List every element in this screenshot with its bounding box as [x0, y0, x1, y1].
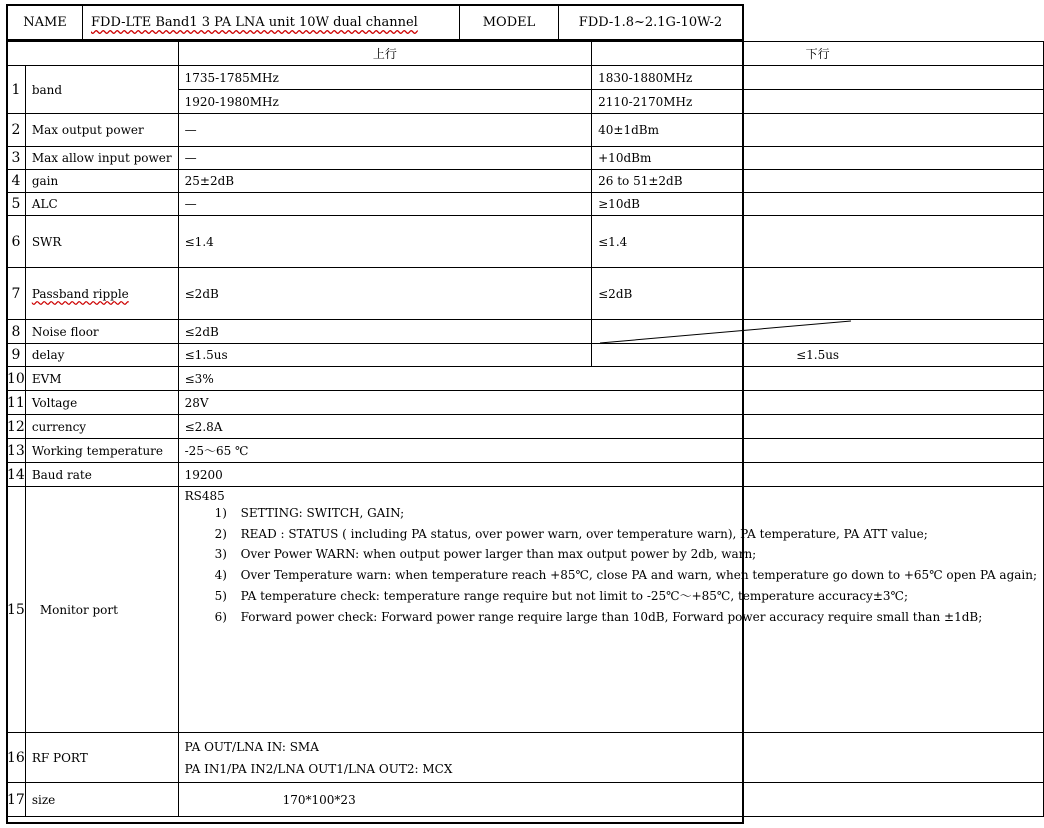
uplink-value: ≤1.5us [178, 344, 592, 367]
row-number: 9 [7, 344, 26, 367]
column-header-row [7, 42, 1044, 66]
uplink-value: — [178, 147, 592, 170]
row-item: Baud rate [25, 463, 178, 487]
table-row [7, 783, 1044, 817]
list-item: 1) SETTING: SWITCH, GAIN; [214, 506, 405, 520]
downlink-value: ≤1.5us [592, 344, 1044, 367]
name-label: NAME [8, 6, 83, 39]
table-row [7, 170, 1044, 193]
uplink-value: ≤1.4 [178, 216, 592, 268]
list-item: 4) Over Temperature warn: when temperature reach +85℃, close PA and warn, when temperature go down to +65℃ open PA again; [214, 568, 1038, 583]
table-row [7, 66, 1044, 90]
blank-header-cell [7, 42, 179, 66]
model-value: FDD-1.8~2.1G-10W-2 [578, 15, 723, 30]
merged-value: 19200 [178, 463, 1043, 487]
rf-port-line: PA OUT/LNA IN: SMA [184, 739, 319, 754]
header-bar [6, 4, 744, 41]
table-row [7, 439, 1044, 463]
table-row [7, 216, 1044, 268]
downlink-value: 40±1dBm [592, 114, 1044, 147]
monitor-protocol: RS485 [184, 489, 225, 503]
row-number: 3 [7, 147, 26, 170]
table-row [7, 367, 1044, 391]
row-item: SWR [25, 216, 178, 268]
row-number: 10 [7, 367, 26, 391]
downlink-value: 26 to 51±2dB [592, 170, 1044, 193]
row-number: 15 [7, 487, 26, 733]
row-item: delay [25, 344, 178, 367]
table-row [7, 733, 1044, 783]
list-item: 2) READ : STATUS ( including PA status, over power warn, over temperature warn), PA temperature, PA ATT value; [214, 526, 928, 541]
monitor-port-detail [178, 487, 1043, 733]
list-item: 6) Forward power check: Forward power range require large than 10dB, Forward power accuracy require small than ±1dB; [214, 609, 983, 624]
uplink-value: — [178, 114, 592, 147]
table-row [7, 415, 1044, 439]
downlink-value: +10dBm [592, 147, 1044, 170]
row-item: gain [25, 170, 178, 193]
row-item: EVM [25, 367, 178, 391]
merged-value: -25～65 ℃ [178, 439, 1043, 463]
spec-table [6, 41, 1044, 817]
table-row [7, 391, 1044, 415]
downlink-value: ≤1.4 [592, 216, 1044, 268]
row-number: 13 [7, 439, 26, 463]
rf-port-line: PA IN1/PA IN2/LNA OUT1/LNA OUT2: MCX [184, 761, 453, 776]
table-row [7, 487, 1044, 733]
row-number: 11 [7, 391, 26, 415]
downlink-diagonal-cell [592, 320, 1044, 344]
row-item: Working temperature [25, 439, 178, 463]
row-number: 2 [7, 114, 26, 147]
row-number: 7 [7, 268, 26, 320]
table-row [7, 320, 1044, 344]
downlink-value: 2110-2170MHz [592, 90, 1044, 114]
uplink-value: ≤2dB [178, 320, 592, 344]
downlink-value: ≤2dB [592, 268, 1044, 320]
row-item: Noise floor [25, 320, 178, 344]
row-item: currency [25, 415, 178, 439]
uplink-value: 1735-1785MHz [178, 66, 592, 90]
table-row [7, 344, 1044, 367]
table-row [7, 268, 1044, 320]
merged-value: 28V [178, 391, 1043, 415]
row-item: Voltage [25, 391, 178, 415]
row-item: Max allow input power [25, 147, 178, 170]
row-number: 1 [7, 66, 26, 114]
uplink-value: ≤2dB [178, 268, 592, 320]
row-item: Passband ripple [25, 268, 178, 320]
row-number: 12 [7, 415, 26, 439]
row-number: 4 [7, 170, 26, 193]
downlink-header: 下行 [592, 42, 1044, 66]
merged-value: 170*100*23 [178, 783, 1043, 817]
table-row [7, 147, 1044, 170]
row-number: 14 [7, 463, 26, 487]
uplink-value: — [178, 193, 592, 216]
list-item: 5) PA temperature check: temperature range require but not limit to -25℃～+85℃, temperature accuracy±3℃; [214, 588, 908, 603]
table-row [7, 114, 1044, 147]
downlink-value: ≥10dB [592, 193, 1044, 216]
rf-port-detail [178, 733, 1043, 783]
uplink-value: 1920-1980MHz [178, 90, 592, 114]
name-value: FDD-LTE Band1 3 PA LNA unit 10W dual channel [83, 6, 460, 39]
row-item: Max output power [25, 114, 178, 147]
merged-value: ≤3% [178, 367, 1043, 391]
row-item: RF PORT [25, 733, 178, 783]
merged-value: ≤2.8A [178, 415, 1043, 439]
row-number: 17 [7, 783, 26, 817]
row-number: 6 [7, 216, 26, 268]
model-label: MODEL [460, 6, 559, 39]
row-item: ALC [25, 193, 178, 216]
downlink-value: 1830-1880MHz [592, 66, 1044, 90]
diagonal-line [592, 320, 851, 344]
list-item: 3) Over Power WARN: when output power larger than max output power by 2db, warn; [214, 547, 757, 562]
uplink-value: 25±2dB [178, 170, 592, 193]
row-number: 5 [7, 193, 26, 216]
row-item: Monitor port [25, 487, 178, 733]
row-number: 8 [7, 320, 26, 344]
table-row [7, 193, 1044, 216]
row-number: 16 [7, 733, 26, 783]
monitor-list [185, 503, 1037, 627]
table-row [7, 463, 1044, 487]
row-item: band [25, 66, 178, 114]
uplink-header: 上行 [178, 42, 592, 66]
row-item: size [25, 783, 178, 817]
